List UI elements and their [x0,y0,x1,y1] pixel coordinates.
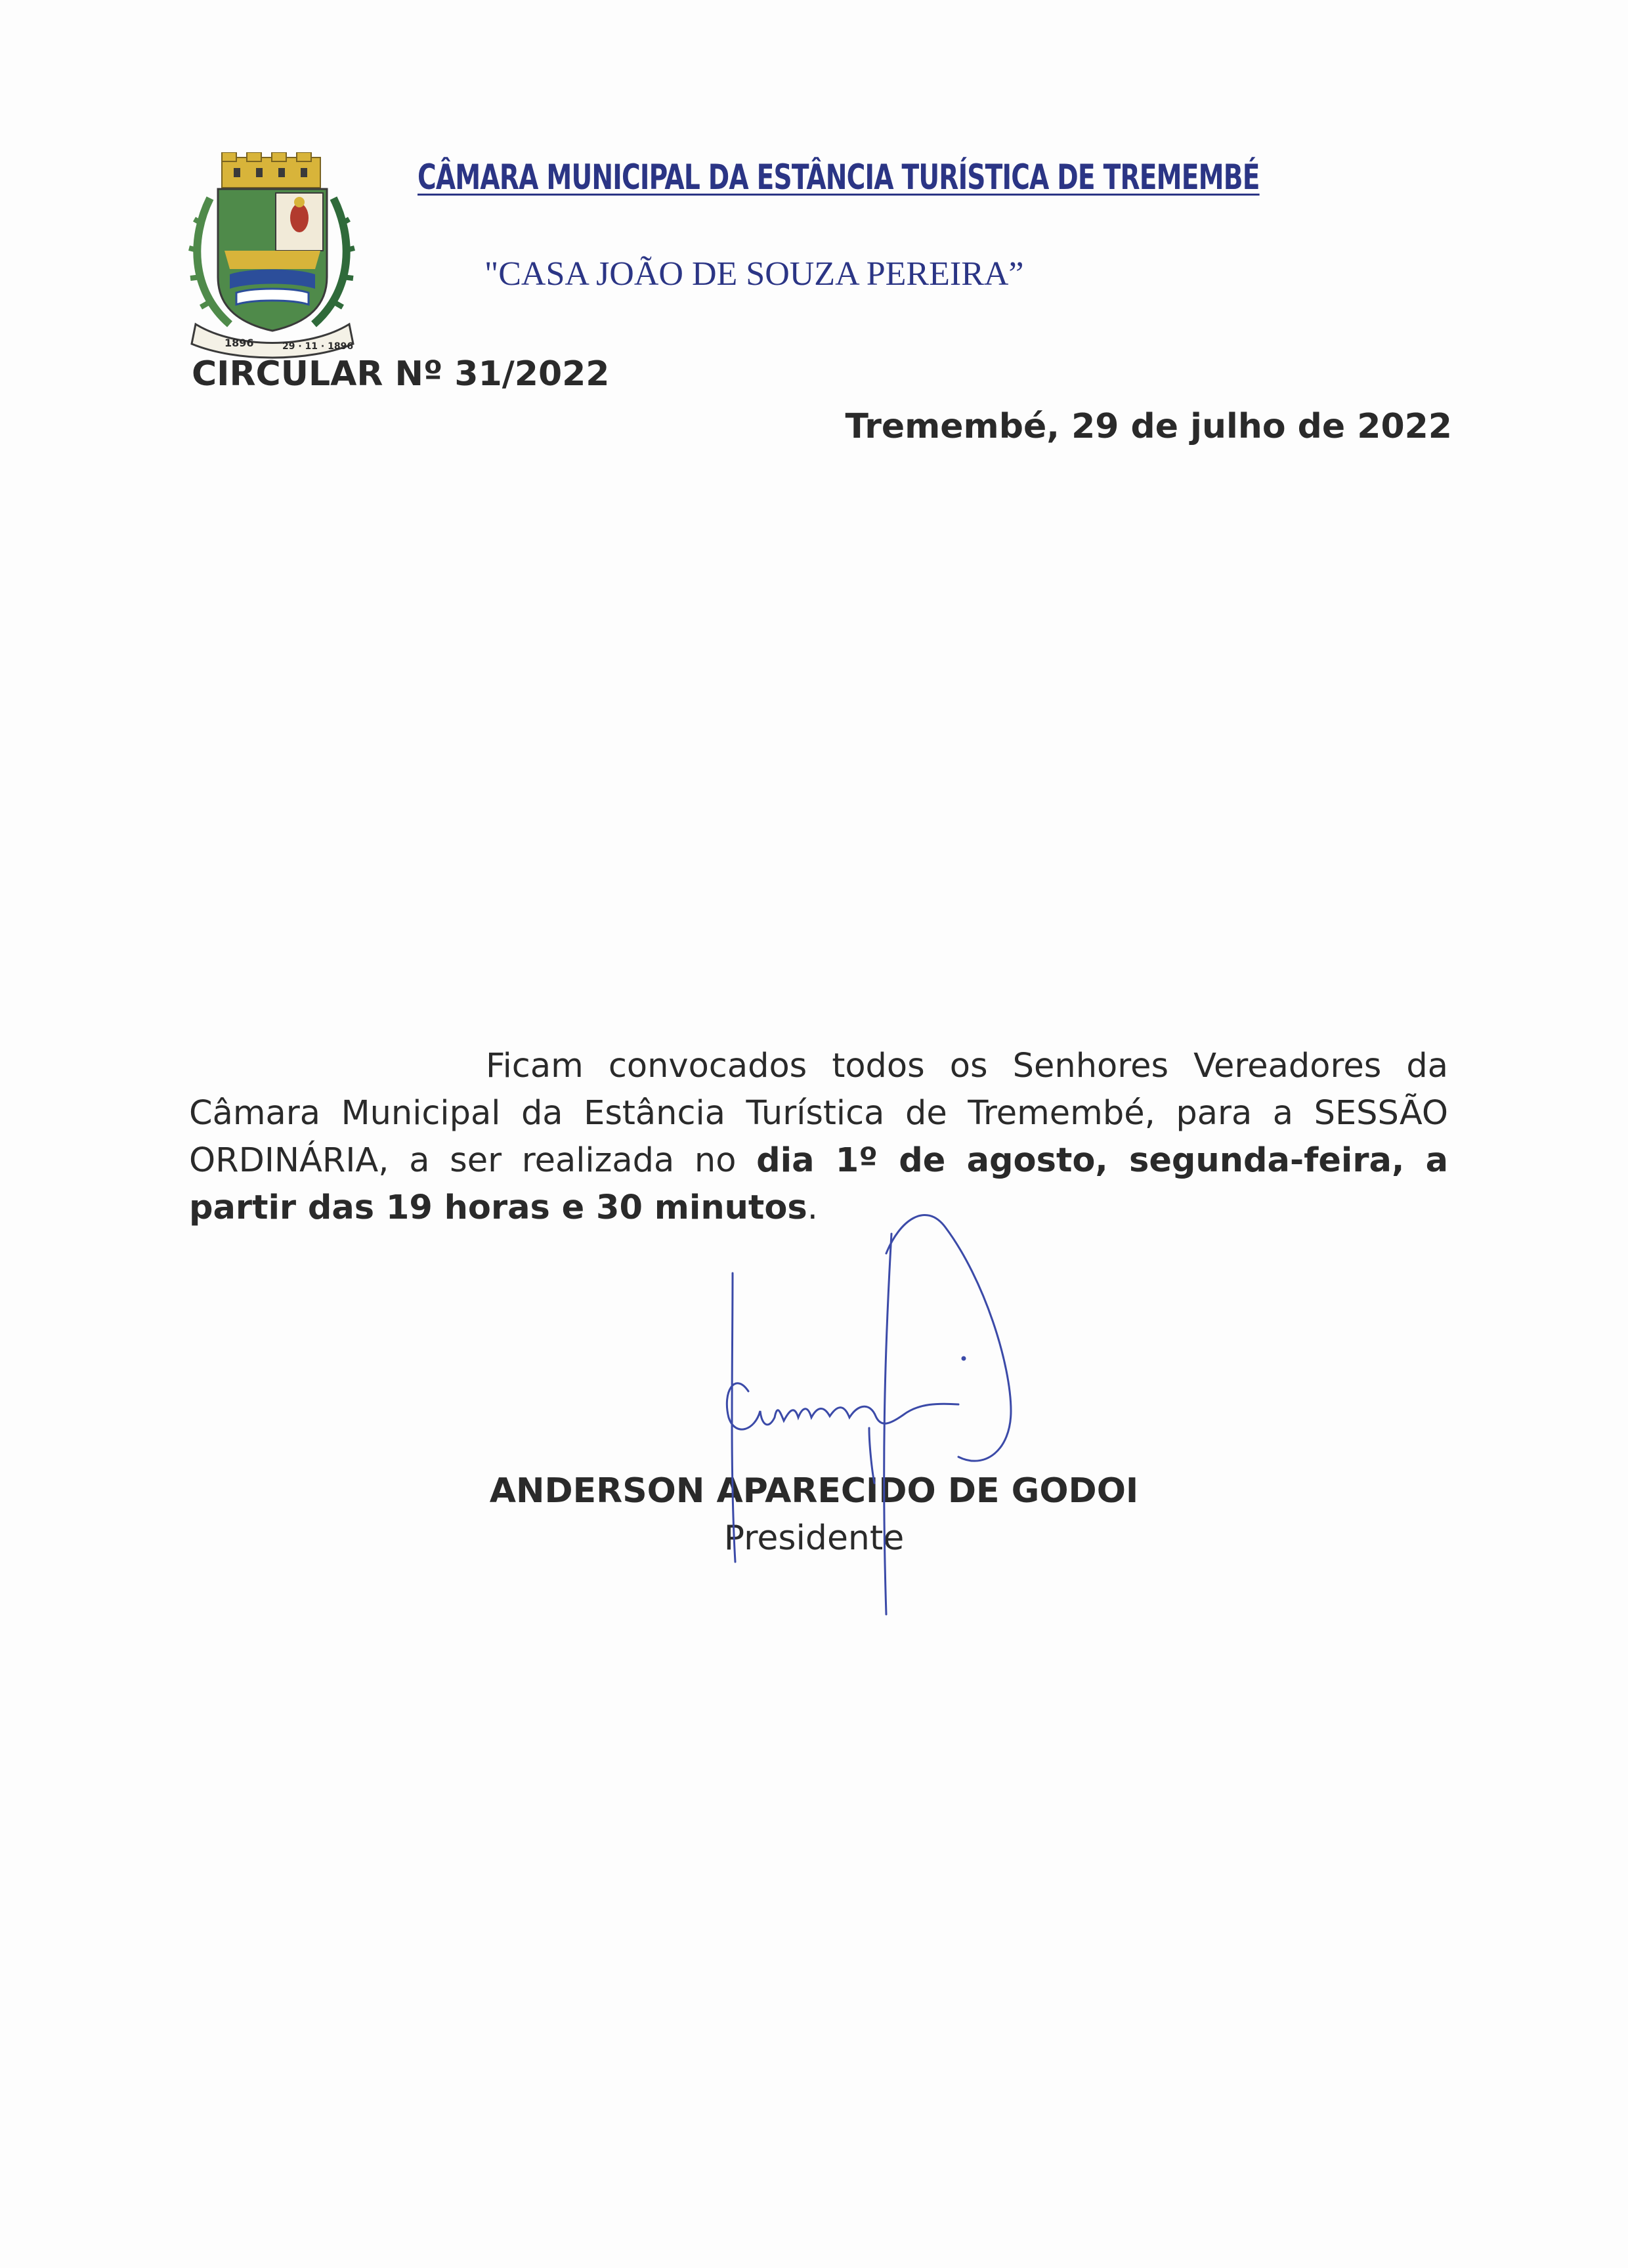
signatory-name: ANDERSON APARECIDO DE GODOI [489,1471,1139,1511]
crest-ribbon-right: 29 · 11 · 1896 [282,341,354,352]
body-text-bold: dia 1º de agosto, segunda-feira, a partir das 19 horas e 30 minutos [189,1141,1448,1227]
mural-crown-icon [222,152,320,188]
signatory-role: Presidente [723,1519,905,1558]
circular-number: CIRCULAR Nº 31/2022 [192,354,610,394]
body-text-part1: Ficam convocados todos os Senhores Vereadores da Câmara Municipal da Estância Turística de Tremembé, para a SESSÃO ORDINÁRIA, a ser realizada no [189,1047,1448,1180]
coat-of-arms-icon [184,152,361,362]
house-name: "CASA JOÃO DE SOUZA PEREIRA” [484,255,1024,293]
body-text-part2: . [807,1188,818,1227]
convocation-paragraph [189,1043,1448,1232]
document-date: Tremembé, 29 de julho de 2022 [845,407,1452,446]
crest-ribbon-left: 1896 [225,337,254,349]
organization-title: CÂMARA MUNICIPAL DA ESTÂNCIA TURÍSTICA DE TREMEMBÉ [418,158,1260,198]
handwritten-signature [709,1194,1063,1654]
